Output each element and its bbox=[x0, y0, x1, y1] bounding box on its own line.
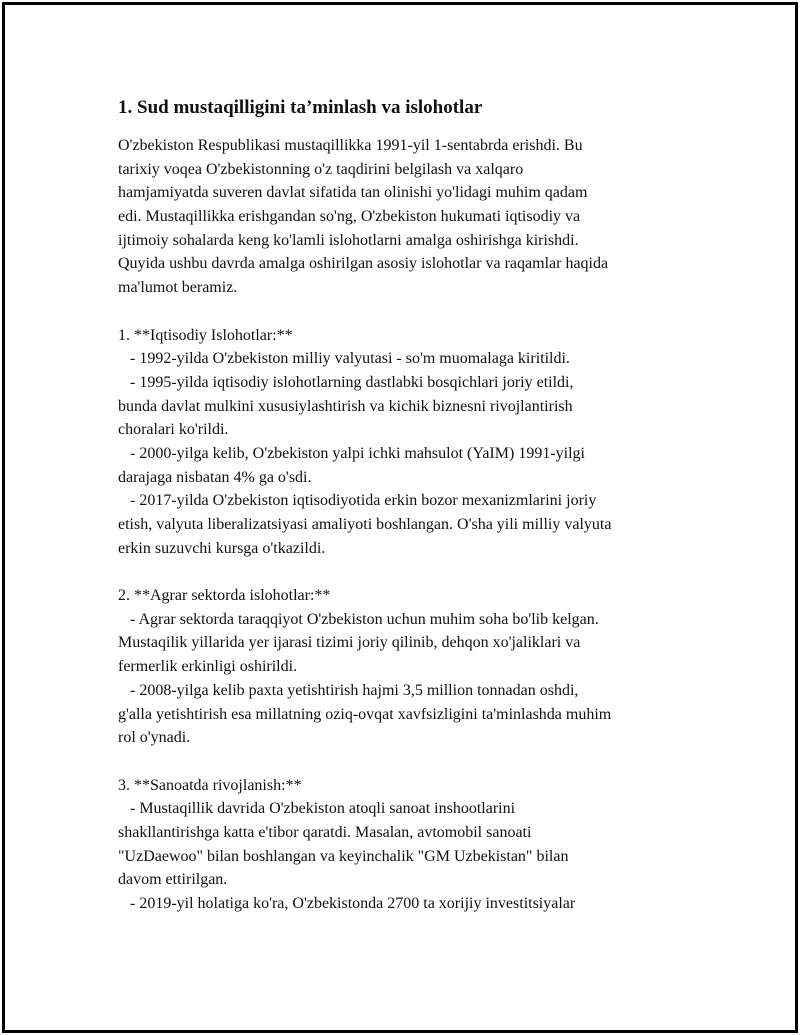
text-line: bunda davlat mulkini xususiylashtirish va kichik biznesni rivojlantirish bbox=[118, 397, 573, 415]
text-line: darajaga nisbatan 4% ga o'sdi. bbox=[118, 468, 312, 486]
text-line: O'zbekiston Respublikasi mustaqillikka 1991-yil 1-sentabrda erishdi. Bu bbox=[118, 137, 583, 154]
text-line bbox=[118, 300, 698, 324]
text-line: shakllantirishga katta e'tibor qaratdi. Masalan, avtomobil sanoati bbox=[118, 823, 532, 841]
text-line bbox=[118, 560, 698, 584]
text-line: Quyida ushbu davrda amalga oshirilgan asosiy islohotlar va raqamlar haqida bbox=[118, 255, 609, 273]
text-line bbox=[118, 750, 698, 774]
text-line: - Mustaqillik davrida O'zbekiston atoqli sanoat inshootlarini bbox=[118, 800, 516, 818]
section-heading: 1. Sud mustaqilligini ta’minlash va islohotlar bbox=[118, 97, 483, 118]
text-line: 3. **Sanoatda rivojlanish:** bbox=[118, 776, 302, 794]
document-text bbox=[118, 134, 698, 916]
text-line: - 2019-yil holatiga ko'ra, O'zbekistonda 2700 ta xorijiy investitsiyalar bbox=[118, 895, 576, 912]
text-line: g'alla yetishtirish esa millatning oziq-ovqat xavfsizligini ta'minlashda muhim bbox=[118, 705, 612, 723]
text-line: hamjamiyatda suveren davlat sifatida tan olinishi yo'lidagi muhim qadam bbox=[118, 184, 588, 202]
document-body bbox=[118, 96, 698, 916]
text-line: - 2017-yilda O'zbekiston iqtisodiyotida erkin bozor mexanizmlarini joriy bbox=[118, 492, 597, 510]
text-line: ma'lumot beramiz. bbox=[118, 279, 238, 297]
text-line: ijtimoiy sohalarda keng ko'lamli islohotlarni amalga oshirishga kirishdi. bbox=[118, 231, 579, 249]
text-line: - 2008-yilga kelib paxta yetishtirish hajmi 3,5 million tonnadan oshdi, bbox=[118, 681, 579, 699]
text-line: - 1995-yilda iqtisodiy islohotlarning dastlabki bosqichlari joriy etildi, bbox=[118, 373, 574, 391]
text-line: rol o'ynadi. bbox=[118, 729, 191, 747]
text-line: 2. **Agrar sektorda islohotlar:** bbox=[118, 587, 331, 605]
text-line: erkin suzuvchi kursga o'tkazildi. bbox=[118, 539, 326, 557]
text-line: "UzDaewoo" bilan boshlangan va keyinchalik "GM Uzbekistan" bilan bbox=[118, 847, 569, 865]
text-line: Mustaqilik yillarida yer ijarasi tizimi joriy qilinib, dehqon xo'jaliklari va bbox=[118, 634, 581, 652]
text-line: tarixiy voqea O'zbekistonning o'z taqdirini belgilash va xalqaro bbox=[118, 160, 524, 178]
text-line: edi. Mustaqillikka erishgandan so'ng, O'zbekiston hukumati iqtisodiy va bbox=[118, 208, 581, 226]
text-line: davom ettirilgan. bbox=[118, 871, 228, 889]
text-line: - 1992-yilda O'zbekiston milliy valyutasi - so'm muomalaga kiritildi. bbox=[118, 350, 570, 368]
text-line: 1. **Iqtisodiy Islohotlar:** bbox=[118, 326, 293, 344]
text-line: - 2000-yilga kelib, O'zbekiston yalpi ichki mahsulot (YaIM) 1991-yilgi bbox=[118, 444, 585, 462]
text-line: etish, valyuta liberalizatsiyasi amaliyoti boshlangan. O'sha yili milliy valyuta bbox=[118, 516, 612, 533]
text-line: - Agrar sektorda taraqqiyot O'zbekiston uchun muhim soha bo'lib kelgan. bbox=[118, 610, 599, 628]
text-line: fermerlik erkinligi oshirildi. bbox=[118, 658, 298, 676]
text-line: choralari ko'rildi. bbox=[118, 421, 229, 439]
